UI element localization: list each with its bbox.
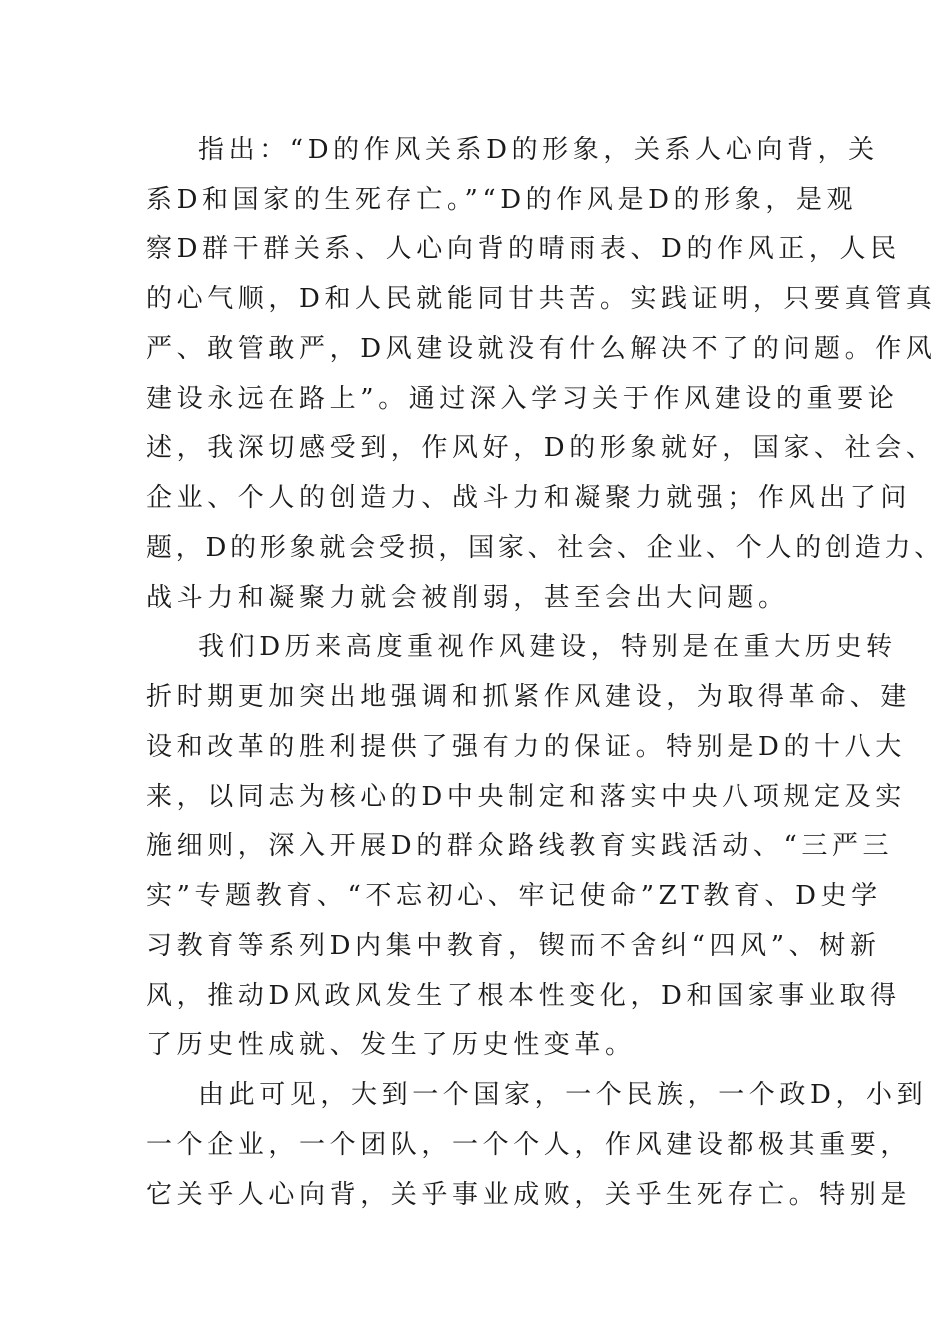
text-line: 风，推动D风政风发生了根本性变化，D和国家事业取得 (146, 981, 901, 1011)
text-line: 严、敢管敢严，D风建设就没有什么解决不了的问题。作风 (146, 334, 937, 364)
text-line: 题，D的形象就会受损，国家、社会、企业、个人的创造力、 (146, 533, 945, 563)
text-line: 察D群干群关系、人心向背的晴雨表、D的作风正，人民 (146, 234, 901, 264)
text-line: 指出：“D的作风关系D的形象，关系人心向背，关 (198, 135, 879, 165)
text-line: 系D和国家的生死存亡。”“D的作风是D的形象，是观 (146, 185, 858, 215)
text-line: 来，以同志为核心的D中央制定和落实中央八项规定及实 (146, 782, 906, 812)
text-line: 施细则，深入开展D的群众路线教育实践活动、“三严三 (146, 831, 894, 861)
text-line: 折时期更加突出地强调和抓紧作风建设，为取得革命、建 (146, 682, 912, 712)
text-line: 企业、个人的创造力、战斗力和凝聚力就强；作风出了问 (146, 483, 912, 513)
text-line: 实”专题教育、“不忘初心、牢记使命”ZT教育、D史学 (146, 881, 882, 911)
text-line: 习教育等系列D内集中教育，锲而不舍纠“四风”、树新 (146, 931, 881, 961)
text-line: 战斗力和凝聚力就会被削弱，甚至会出大问题。 (146, 583, 789, 613)
text-line: 建设永远在路上”。通过深入学习关于作风建设的重要论 (146, 384, 899, 414)
text-line: 了历史性成就、发生了历史性变革。 (146, 1030, 636, 1060)
text-line: 述，我深切感受到，作风好，D的形象就好，国家、社会、 (146, 433, 937, 463)
text-line: 由此可见，大到一个国家，一个民族，一个政D，小到 (198, 1080, 928, 1110)
text-line: 设和改革的胜利提供了强有力的保证。特别是D的十八大 (146, 732, 906, 762)
text-line: 它关乎人心向背，关乎事业成败，关乎生死存亡。特别是 (146, 1180, 912, 1210)
text-line: 一个企业，一个团队，一个个人，作风建设都极其重要， (146, 1130, 912, 1160)
text-line: 的心气顺，D和人民就能同甘共苦。实践证明，只要真管真 (146, 284, 937, 314)
text-line: 我们D历来高度重视作风建设，特别是在重大历史转 (198, 632, 897, 662)
